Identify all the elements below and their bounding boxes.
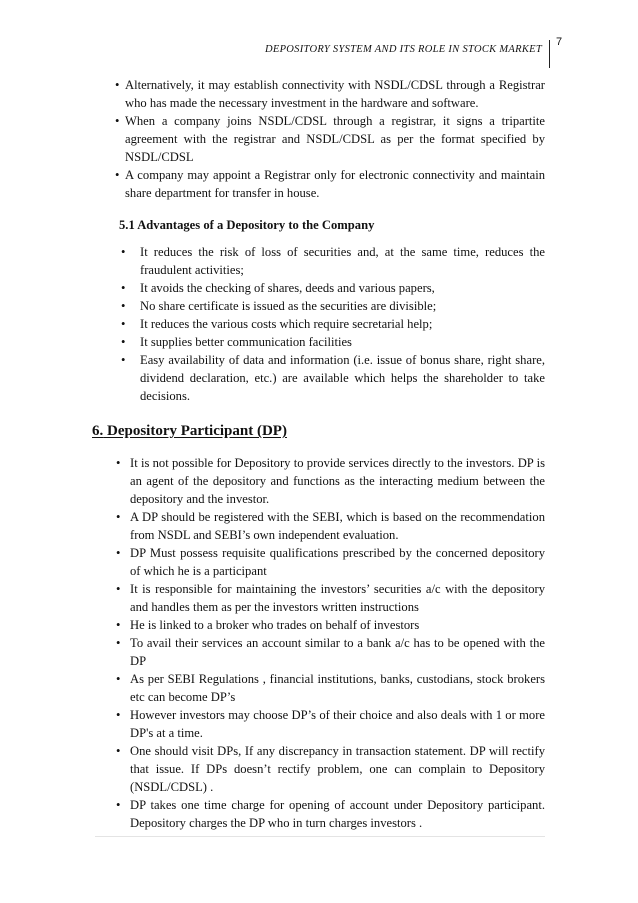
- dp-bullet-list: [95, 454, 545, 832]
- list-item: [95, 544, 545, 580]
- bullet-icon: •: [121, 317, 126, 331]
- list-item-text: It is responsible for maintaining the investors’ securities a/c with the depository and handles them as per the investors written instructions: [130, 582, 545, 614]
- list-item: [95, 508, 545, 544]
- bullet-icon: •: [116, 636, 121, 650]
- footer-divider: [95, 836, 545, 837]
- list-item: [95, 616, 545, 634]
- list-item-text: A company may appoint a Registrar only for electronic connectivity and maintain share department for transfer in house.: [125, 168, 545, 200]
- bullet-icon: •: [115, 78, 120, 92]
- bullet-icon: •: [115, 168, 120, 182]
- bullet-icon: •: [116, 546, 121, 560]
- list-item: [95, 670, 545, 706]
- bullet-icon: •: [116, 510, 121, 524]
- intro-bullet-list: [95, 76, 545, 202]
- list-item-text: It supplies better communication facilities: [140, 335, 352, 349]
- running-header: DEPOSITORY SYSTEM AND ITS ROLE IN STOCK MARKET: [264, 44, 542, 55]
- list-item: [95, 279, 545, 297]
- section-number: 6.: [92, 423, 104, 439]
- section-title-text: Depository Participant (DP): [107, 423, 287, 439]
- list-item-text: No share certificate is issued as the securities are divisible;: [140, 299, 437, 313]
- page-number: 7: [556, 36, 563, 48]
- bullet-icon: •: [116, 456, 121, 470]
- subsection-heading: 5.1 Advantages of a Depository to the Company: [119, 218, 375, 232]
- list-item-text: He is linked to a broker who trades on behalf of investors: [130, 618, 420, 632]
- bullet-icon: •: [116, 582, 121, 596]
- section-heading: [92, 423, 545, 440]
- list-item: [95, 454, 545, 508]
- bullet-icon: •: [116, 798, 121, 812]
- bullet-icon: •: [121, 299, 126, 313]
- list-item: [95, 315, 545, 333]
- bullet-icon: •: [116, 672, 121, 686]
- list-item-text: When a company joins NSDL/CDSL through a registrar, it signs a tripartite agreement with the registrar and NSDL/CDSL as per the format specified by NSDL/CDSL: [125, 114, 545, 164]
- list-item-text: It reduces the various costs which require secretarial help;: [140, 317, 433, 331]
- bullet-icon: •: [115, 114, 120, 128]
- list-item-text: Easy availability of data and information (i.e. issue of bonus share, right share, dividend declaration, etc.) are available which helps the shareholder to take decisions.: [140, 353, 545, 403]
- bullet-icon: •: [116, 618, 121, 632]
- list-item: [95, 742, 545, 796]
- list-item-text: A DP should be registered with the SEBI, which is based on the recommendation from NSDL and SEBI’s own independent evaluation.: [130, 510, 545, 542]
- list-item: [95, 796, 545, 832]
- list-item: [95, 333, 545, 351]
- list-item-text: DP Must possess requisite qualifications prescribed by the concerned depository of which he is a participant: [130, 546, 545, 578]
- list-item: [95, 243, 545, 279]
- list-item: [95, 580, 545, 616]
- bullet-icon: •: [121, 281, 126, 295]
- list-item: [95, 76, 545, 112]
- list-item: [95, 351, 545, 405]
- header-divider: [549, 40, 550, 68]
- list-item-text: One should visit DPs, If any discrepancy in transaction statement. DP will rectify that issue. If DPs doesn’t rectify problem, one can complain to Depository (NSDL/CDSL) .: [130, 744, 545, 794]
- bullet-icon: •: [121, 353, 126, 367]
- list-item-text: It avoids the checking of shares, deeds and various papers,: [140, 281, 435, 295]
- bullet-icon: •: [116, 744, 121, 758]
- list-item-text: As per SEBI Regulations , financial institutions, banks, custodians, stock brokers etc can become DP’s: [130, 672, 545, 704]
- list-item-text: However investors may choose DP’s of their choice and also deals with 1 or more DP's at a time.: [130, 708, 545, 740]
- list-item-text: Alternatively, it may establish connectivity with NSDL/CDSL through a Registrar who has made the necessary investment in the hardware and software.: [125, 78, 545, 110]
- bullet-icon: •: [121, 335, 126, 349]
- page-body: [92, 76, 545, 832]
- list-item-text: It is not possible for Depository to provide services directly to the investors. DP is an agent of the depository and functions as the interacting medium between the depository and the investor.: [130, 456, 545, 506]
- list-item: [95, 297, 545, 315]
- list-item: [95, 634, 545, 670]
- bullet-icon: •: [116, 708, 121, 722]
- list-item: [95, 166, 545, 202]
- list-item-text: DP takes one time charge for opening of account under Depository participant. Depository charges the DP who in turn charges investors .: [130, 798, 545, 830]
- list-item: [95, 706, 545, 742]
- advantages-bullet-list: [95, 243, 545, 405]
- list-item-text: It reduces the risk of loss of securities and, at the same time, reduces the fraudulent activities;: [140, 245, 545, 277]
- list-item: [95, 112, 545, 166]
- bullet-icon: •: [121, 245, 126, 259]
- list-item-text: To avail their services an account similar to a bank a/c has to be opened with the DP: [130, 636, 545, 668]
